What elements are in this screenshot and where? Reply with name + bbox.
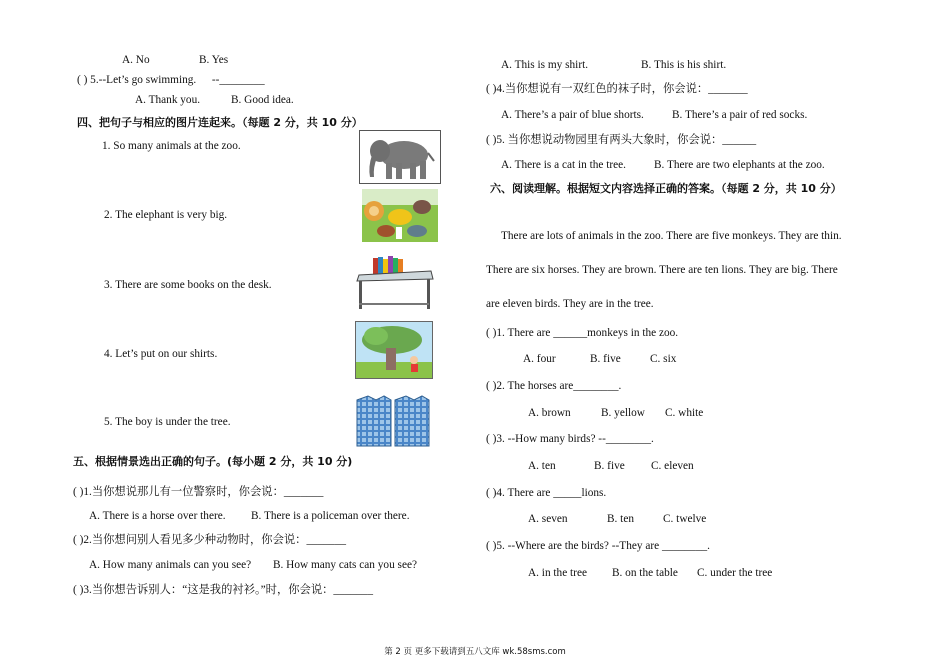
q5-text: ( ) 5.--Let’s go swimming.	[77, 74, 197, 86]
sec5-q5-option-b: B. There are two elephants at the zoo.	[654, 159, 825, 171]
reading-q1: ( )1. There are ______monkeys in the zoo.	[486, 327, 679, 339]
sec5-q1-option-a: A. There is a horse over there.	[89, 510, 226, 522]
elephant-picture	[359, 130, 441, 184]
sec5-q2-option-a: A. How many animals can you see?	[89, 559, 252, 571]
sec5-q1: ( )1.当你想说那儿有一位警察时，你会说：_______	[73, 486, 324, 498]
reading-q1-option-b: B. five	[590, 353, 621, 365]
reading-q2-option-a: A. brown	[528, 407, 571, 419]
sec4-item-1: 1. So many animals at the zoo.	[102, 140, 241, 152]
reading-q5-option-a: A. in the tree	[528, 567, 587, 579]
reading-q5-option-b: B. on the table	[612, 567, 678, 579]
q5-question	[77, 73, 265, 87]
sec5-q3: ( )3.当你想告诉别人：“这是我的衬衫。”时，你会说：_______	[73, 584, 373, 596]
reading-q3-option-c: C. eleven	[651, 460, 694, 472]
sec5-q1-option-b: B. There is a policeman over there.	[251, 510, 410, 522]
reading-q3-option-b: B. five	[594, 460, 625, 472]
sec5-q4-option-b: B. There’s a pair of red socks.	[672, 109, 808, 121]
books-on-desk-picture	[355, 253, 435, 311]
reading-q2: ( )2. The horses are________.	[486, 380, 622, 392]
boy-under-tree-picture	[355, 321, 433, 379]
sec5-q3-option-b: B. This is his shirt.	[641, 59, 727, 71]
reading-q2-option-c: C. white	[665, 407, 704, 419]
sec5-q4: ( )4.当你想说有一双红色的袜子时，你会说：_______	[486, 83, 748, 95]
reading-q4-option-a: A. seven	[528, 513, 568, 525]
q4-option-a: A. No	[122, 54, 150, 66]
passage-line-2: There are six horses. They are brown. There are ten lions. They are big. There	[486, 264, 838, 276]
sec5-q4-option-a: A. There’s a pair of blue shorts.	[501, 109, 644, 121]
passage-line-1: There are lots of animals in the zoo. There are five monkeys. They are thin.	[501, 230, 842, 242]
sec5-q2: ( )2.当你想问别人看见多少种动物时，你会说：_______	[73, 534, 347, 546]
section-5-title: 五、根据情景选出正确的句子。(每小题 2 分，共 10 分)	[73, 455, 353, 468]
shirts-picture	[354, 394, 432, 448]
q4-option-b: B. Yes	[199, 54, 229, 66]
reading-q4: ( )4. There are _____lions.	[486, 487, 607, 499]
reading-q1-option-a: A. four	[523, 353, 556, 365]
section-4-title: 四、把句子与相应的图片连起来。（每题 2 分，共 10 分）	[77, 116, 363, 129]
q5-option-a: A. Thank you.	[135, 94, 201, 106]
sec5-q2-option-b: B. How many cats can you see?	[273, 559, 417, 571]
passage-line-3: are eleven birds. They are in the tree.	[486, 298, 654, 310]
sec4-item-2: 2. The elephant is very big.	[104, 209, 228, 221]
sec5-q5-option-a: A. There is a cat in the tree.	[501, 159, 626, 171]
reading-q5: ( )5. --Where are the birds? --They are ________.	[486, 540, 710, 552]
sec5-q3-option-a: A. This is my shirt.	[501, 59, 589, 71]
q5-option-b: B. Good idea.	[231, 94, 294, 106]
q5-blank: --________	[211, 74, 265, 86]
reading-q4-option-b: B. ten	[607, 513, 634, 525]
zoo-animals-picture	[362, 189, 438, 242]
reading-q3-option-a: A. ten	[528, 460, 556, 472]
reading-q3: ( )3. --How many birds? --________.	[486, 433, 654, 445]
sec5-q5: ( )5. 当你想说动物园里有两头大象时，你会说：______	[486, 134, 757, 146]
reading-q2-option-b: B. yellow	[601, 407, 645, 419]
sec4-item-5: 5. The boy is under the tree.	[104, 416, 231, 428]
reading-q4-option-c: C. twelve	[663, 513, 707, 525]
reading-q5-option-c: C. under the tree	[697, 567, 773, 579]
section-6-title: 六、阅读理解。根据短文内容选择正确的答案。（每题 2 分，共 10 分）	[490, 182, 842, 195]
page-footer: 第 2 页 更多下载请到五八文库 wk.58sms.com	[384, 647, 566, 657]
sec4-item-3: 3. There are some books on the desk.	[104, 279, 272, 291]
sec4-item-4: 4. Let’s put on our shirts.	[104, 348, 218, 360]
reading-q1-option-c: C. six	[650, 353, 677, 365]
